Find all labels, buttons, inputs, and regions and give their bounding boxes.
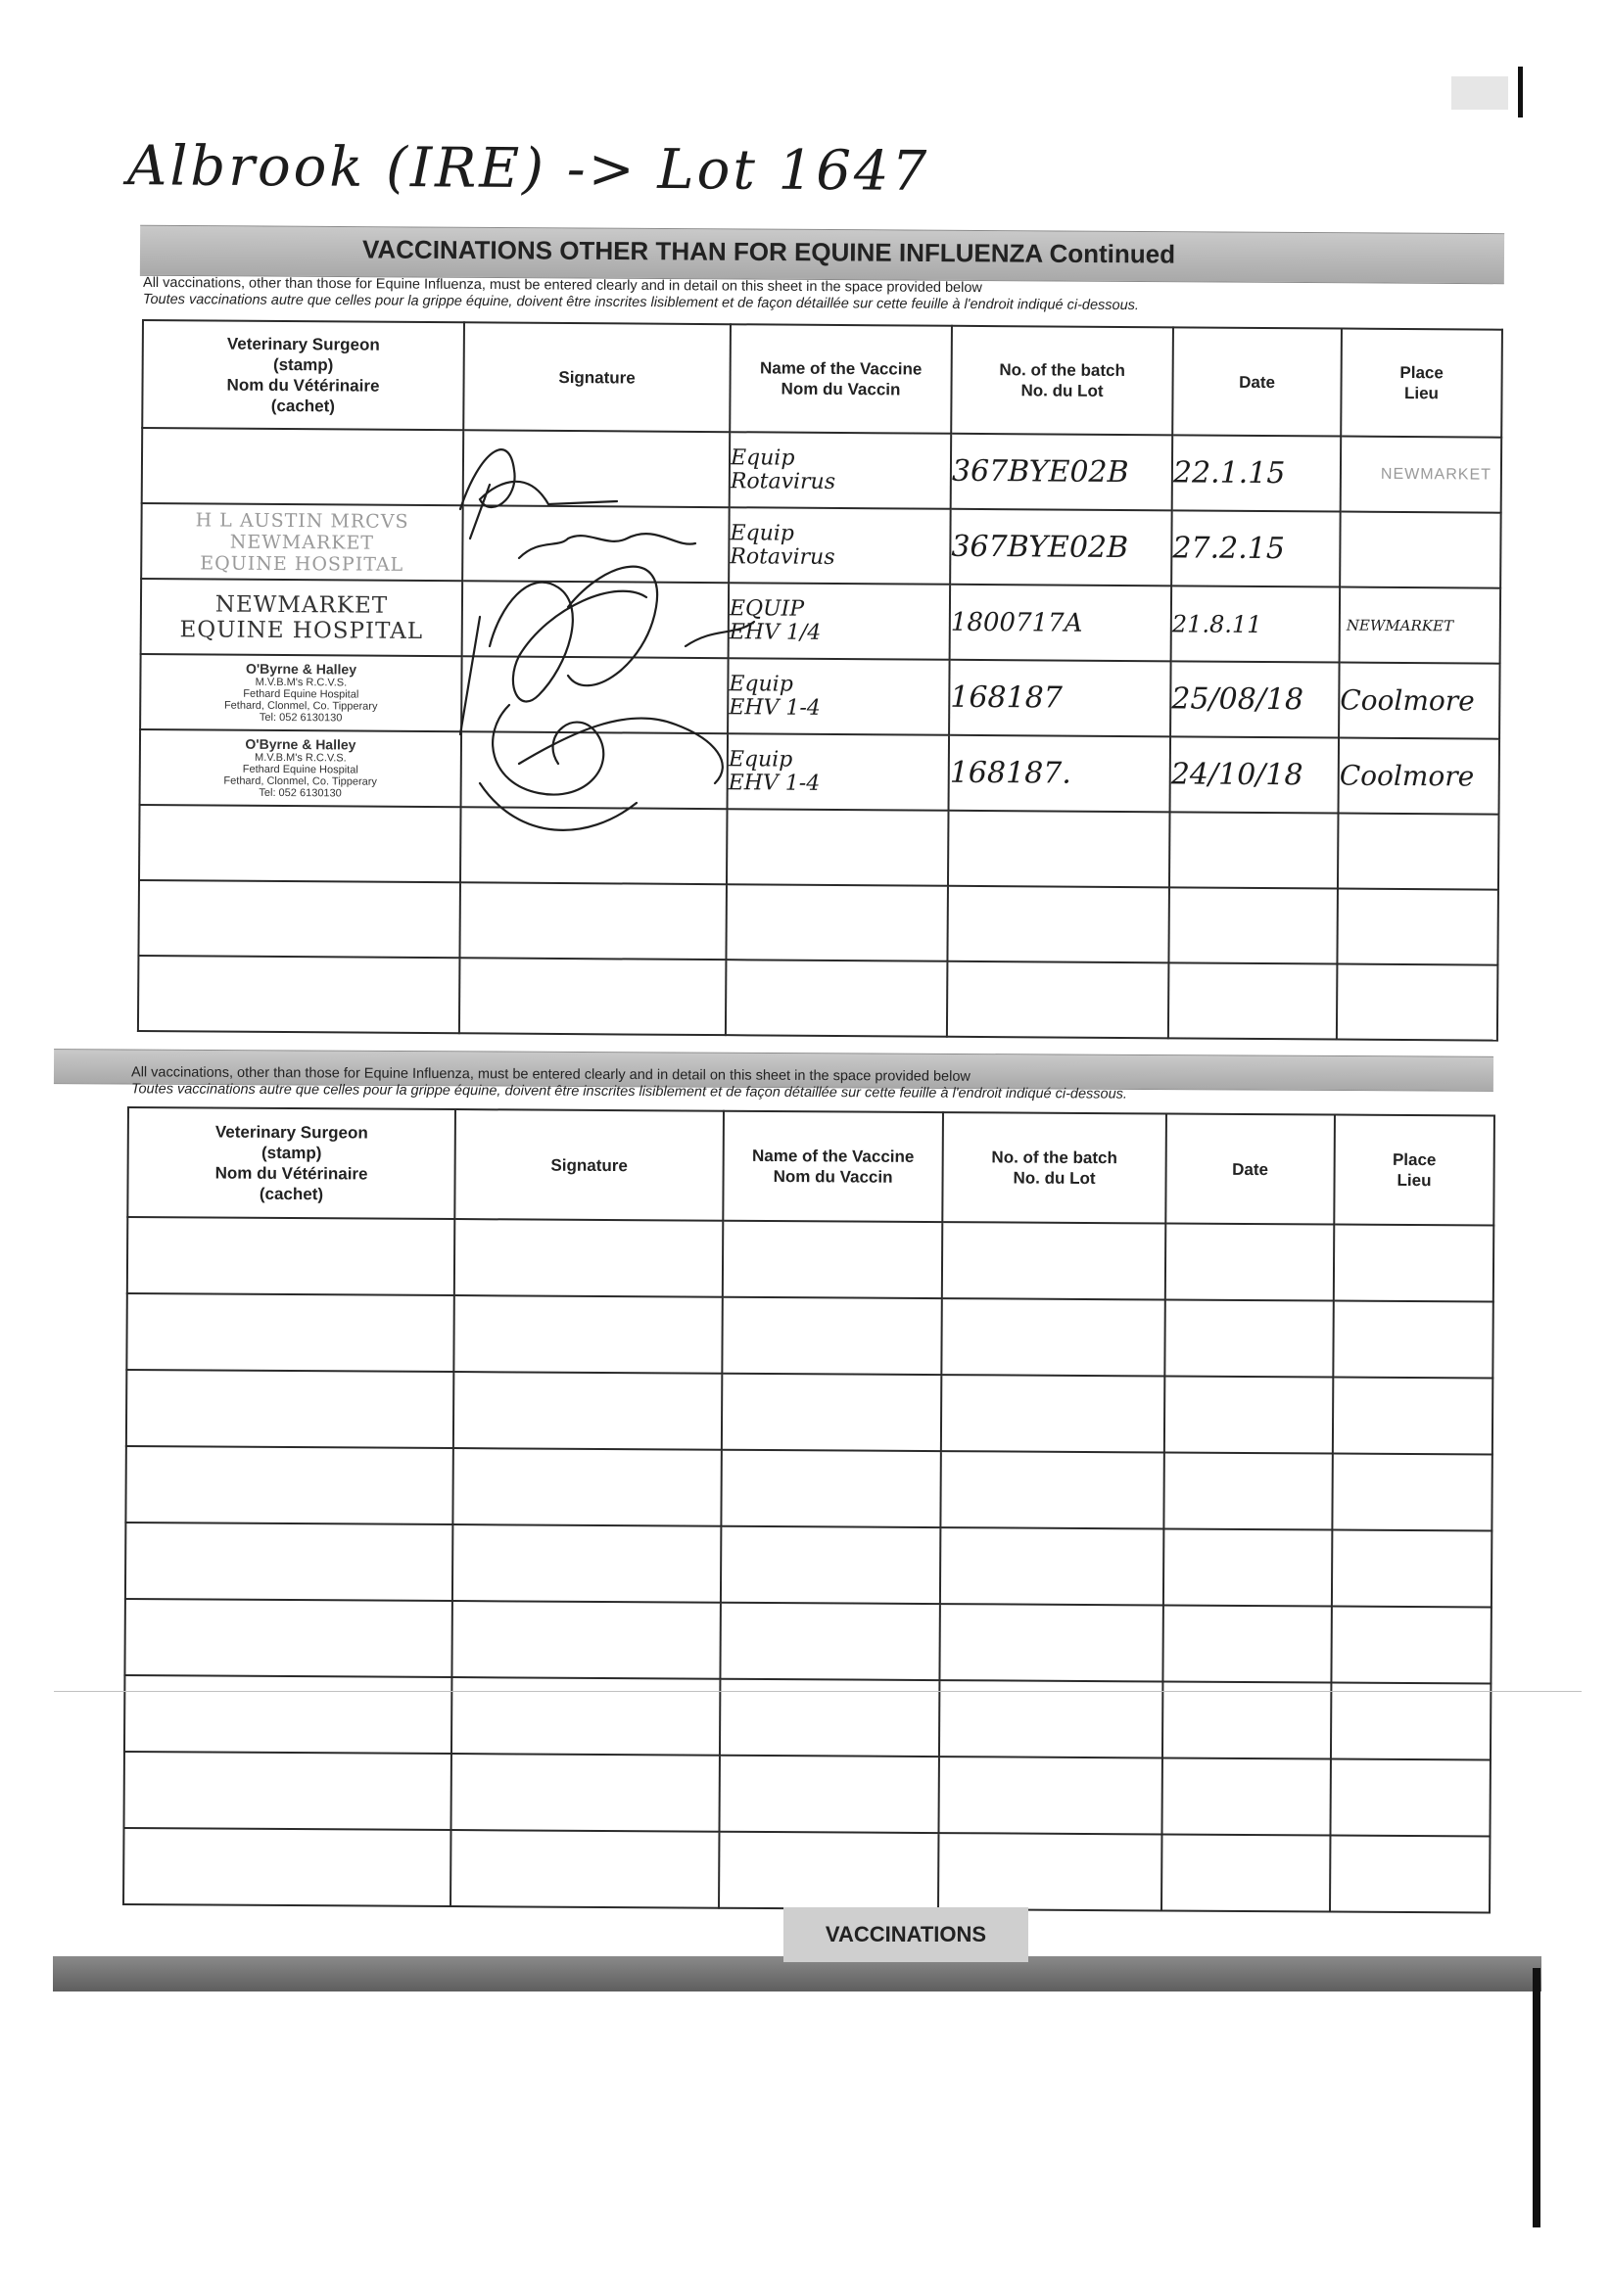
place-cell bbox=[1333, 1378, 1492, 1455]
place-cell bbox=[1331, 1683, 1491, 1760]
date-cell: 22.1.15 bbox=[1172, 435, 1342, 511]
date-cell bbox=[1165, 1223, 1334, 1300]
page-edge-mark bbox=[1533, 1968, 1540, 2227]
place-cell bbox=[1331, 1607, 1491, 1684]
batch-cell bbox=[947, 886, 1169, 963]
notice-french: Toutes vaccinations autre que celles pour la grippe équine, doivent être inscrites lisiblement et de façon détaillée sur cette feuille à l'endroit indiqué ci-dessous. bbox=[130, 1081, 1128, 1102]
signature-cell bbox=[459, 958, 727, 1035]
vaccine-cell: Equip Rotavirus bbox=[730, 432, 952, 509]
batch-cell: 367BYE02B bbox=[951, 434, 1173, 511]
place-cell bbox=[1330, 1759, 1490, 1837]
vaccine-cell bbox=[720, 1603, 939, 1680]
vet-stamp-cell bbox=[126, 1293, 453, 1372]
vaccine-cell bbox=[726, 884, 948, 961]
batch-cell bbox=[938, 1757, 1161, 1834]
corner-scan-mark bbox=[1447, 67, 1536, 117]
signature-cell bbox=[450, 1754, 719, 1832]
handwritten-signatures bbox=[421, 411, 960, 862]
place-cell bbox=[1337, 889, 1498, 965]
vaccine-cell bbox=[722, 1297, 941, 1375]
place-cell bbox=[1340, 512, 1501, 588]
vaccine-cell: EQUIP EHV 1/4 bbox=[729, 583, 951, 660]
date-cell bbox=[1162, 1605, 1331, 1682]
signature-cell bbox=[453, 1372, 722, 1450]
batch-cell: 168187. bbox=[949, 735, 1171, 813]
column-header-vet: Veterinary Surgeon (stamp) Nom du Vétérinaire (cachet) bbox=[127, 1107, 455, 1219]
batch-cell: 168187 bbox=[949, 660, 1171, 737]
vet-stamp-cell: O'Byrne & Halley M.V.B.M's R.C.V.S. Fethard Equine Hospital Fethard, Clonmel, Co. Tipperary Tel: 052 6130130 bbox=[140, 654, 462, 731]
vet-stamp-cell bbox=[139, 805, 461, 882]
column-header-date: Date bbox=[1165, 1113, 1335, 1224]
date-cell: 25/08/18 bbox=[1170, 661, 1340, 737]
date-cell: 24/10/18 bbox=[1170, 736, 1340, 813]
signature-cell bbox=[459, 882, 727, 960]
table-row bbox=[138, 880, 1498, 965]
batch-cell: 1800717A bbox=[950, 585, 1172, 662]
vet-stamp-cell bbox=[124, 1599, 451, 1677]
vaccine-cell: Equip EHV 1-4 bbox=[728, 658, 950, 735]
table-row bbox=[123, 1828, 1490, 1913]
vet-stamp-cell bbox=[123, 1828, 450, 1906]
column-header-batch: No. of the batch No. du Lot bbox=[942, 1112, 1166, 1223]
notice-english: All vaccinations, other than those for Equine Influenza, must be entered clearly and in detail on this sheet in the space provided below bbox=[143, 274, 982, 297]
place-cell bbox=[1332, 1530, 1492, 1608]
place-cell bbox=[1333, 1301, 1492, 1379]
place-cell: Coolmore bbox=[1339, 663, 1500, 739]
vet-stamp-cell bbox=[124, 1675, 451, 1754]
signature-cell bbox=[450, 1830, 719, 1908]
date-cell bbox=[1163, 1452, 1332, 1529]
column-header-vet: Veterinary Surgeon (stamp) Nom du Vétérinaire (cachet) bbox=[142, 320, 464, 430]
place-cell: Coolmore bbox=[1339, 738, 1500, 815]
vet-stamp-cell bbox=[138, 880, 460, 958]
handwritten-heading: Albrook (IRE) -> Lot 1647 bbox=[126, 134, 930, 204]
vet-stamp-cell bbox=[123, 1752, 450, 1830]
column-header-vaccine: Name of the Vaccine Nom du Vaccin bbox=[723, 1111, 943, 1222]
date-cell: 21.8.11 bbox=[1171, 586, 1341, 662]
batch-cell bbox=[947, 961, 1169, 1039]
column-header-place: Place Lieu bbox=[1341, 329, 1502, 438]
vaccine-cell bbox=[723, 1221, 942, 1298]
vaccine-cell bbox=[719, 1832, 938, 1909]
footer-tab-label: VACCINATIONS bbox=[783, 1907, 1028, 1962]
place-cell bbox=[1337, 964, 1498, 1041]
scan-artifact-line bbox=[54, 1691, 1582, 1692]
vaccine-cell: Equip EHV 1-4 bbox=[728, 733, 950, 811]
signature-cell bbox=[452, 1448, 721, 1526]
date-cell bbox=[1162, 1681, 1331, 1758]
vet-stamp-cell bbox=[138, 956, 460, 1033]
signature-cell bbox=[453, 1295, 722, 1374]
signature-cell bbox=[451, 1677, 720, 1756]
place-cell: NEWMARKET bbox=[1341, 437, 1502, 513]
vet-stamp-cell bbox=[126, 1370, 453, 1448]
table-row bbox=[127, 1217, 1493, 1302]
date-cell bbox=[1164, 1376, 1333, 1453]
place-cell bbox=[1334, 1225, 1493, 1302]
batch-cell bbox=[941, 1375, 1164, 1452]
date-cell bbox=[1168, 962, 1338, 1039]
vaccination-table bbox=[122, 1106, 1495, 1914]
date-cell bbox=[1164, 1299, 1333, 1377]
vet-stamp-cell: O'Byrne & Halley M.V.B.M's R.C.V.S. Fethard Equine Hospital Fethard, Clonmel, Co. Tipperary Tel: 052 6130130 bbox=[140, 729, 462, 807]
table-row bbox=[138, 956, 1498, 1041]
section-title: VACCINATIONS OTHER THAN FOR EQUINE INFLUENZA Continued bbox=[361, 234, 1176, 269]
table-row bbox=[123, 1752, 1490, 1837]
section2-notice bbox=[131, 1064, 1127, 1102]
section-notice bbox=[143, 275, 1139, 314]
date-cell bbox=[1161, 1757, 1330, 1835]
vaccine-cell bbox=[721, 1526, 940, 1604]
vet-stamp-cell bbox=[125, 1446, 452, 1524]
vaccine-cell bbox=[719, 1756, 938, 1833]
column-header-place: Place Lieu bbox=[1334, 1115, 1494, 1226]
vet-stamp-cell: H L AUSTIN MRCVS NEWMARKET EQUINE HOSPITAL bbox=[141, 503, 463, 581]
vaccine-cell: Equip Rotavirus bbox=[729, 507, 951, 585]
batch-cell bbox=[942, 1222, 1165, 1299]
table-row bbox=[124, 1675, 1491, 1760]
date-cell bbox=[1163, 1528, 1332, 1606]
table-row bbox=[126, 1370, 1492, 1455]
notice-english: All vaccinations, other than those for Equine Influenza, must be entered clearly and in detail on this sheet in the space provided below bbox=[131, 1064, 971, 1085]
signature-cell bbox=[452, 1524, 721, 1603]
table-row bbox=[126, 1293, 1492, 1379]
date-cell: 27.2.15 bbox=[1171, 510, 1341, 586]
batch-cell bbox=[941, 1298, 1164, 1376]
batch-cell bbox=[939, 1604, 1162, 1681]
date-cell bbox=[1168, 887, 1338, 963]
vet-stamp-cell bbox=[125, 1523, 452, 1601]
place-cell bbox=[1330, 1836, 1490, 1913]
place-cell: NEWMARKET bbox=[1340, 587, 1501, 664]
column-header-signature: Signature bbox=[454, 1109, 724, 1221]
vaccine-cell bbox=[726, 960, 948, 1037]
column-header-batch: No. of the batch No. du Lot bbox=[951, 326, 1173, 436]
signature-cell bbox=[454, 1219, 723, 1297]
place-cell bbox=[1338, 814, 1499, 890]
batch-cell: 367BYE02B bbox=[950, 509, 1172, 586]
table-row bbox=[125, 1523, 1492, 1608]
table-row bbox=[124, 1599, 1491, 1684]
column-header-signature: Signature bbox=[463, 322, 731, 432]
batch-cell bbox=[940, 1527, 1163, 1605]
batch-cell bbox=[940, 1451, 1163, 1528]
vet-stamp-cell bbox=[127, 1217, 454, 1295]
vet-stamp-cell: NEWMARKET EQUINE HOSPITAL bbox=[141, 579, 463, 656]
batch-cell bbox=[948, 811, 1170, 888]
notice-french: Toutes vaccinations autre que celles pour la grippe équine, doivent être inscrites lisiblement et de façon détaillée sur cette feuille à l'endroit indiqué ci-dessous. bbox=[142, 291, 1140, 314]
vet-stamp-cell bbox=[142, 428, 464, 505]
vaccine-cell bbox=[722, 1374, 941, 1451]
date-cell bbox=[1169, 812, 1339, 888]
table-row bbox=[125, 1446, 1492, 1531]
table-header-row bbox=[127, 1107, 1494, 1226]
vaccine-cell bbox=[721, 1450, 940, 1527]
date-cell bbox=[1161, 1834, 1330, 1911]
batch-cell bbox=[938, 1833, 1161, 1910]
place-cell bbox=[1332, 1454, 1492, 1531]
column-header-vaccine: Name of the Vaccine Nom du Vaccin bbox=[730, 324, 952, 434]
signature-cell bbox=[451, 1601, 720, 1679]
column-header-date: Date bbox=[1172, 327, 1342, 436]
